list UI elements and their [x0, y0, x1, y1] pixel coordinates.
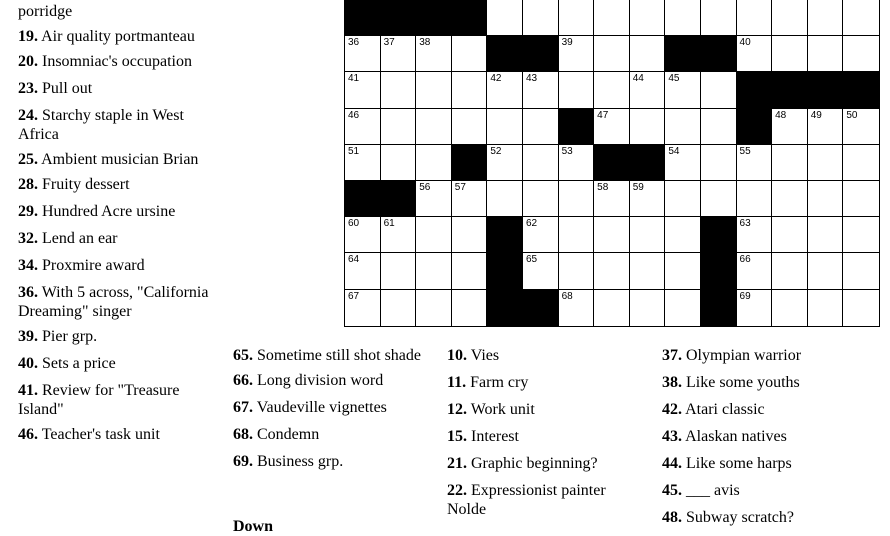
clue-text: Fruity dessert	[42, 176, 130, 193]
clue-text: Pier grp.	[42, 328, 98, 345]
clue-number: 38.	[662, 374, 682, 391]
grid-cell[interactable]	[808, 253, 844, 289]
grid-cell[interactable]	[665, 145, 701, 181]
clue-text: Interest	[471, 428, 519, 445]
grid-cell[interactable]	[808, 290, 844, 326]
clue-text: Business grp.	[257, 453, 344, 470]
grid-cell[interactable]	[843, 145, 879, 181]
clue-text: Sometime still shot shade	[257, 347, 421, 364]
clue-item	[18, 2, 218, 21]
clue-number: 28.	[18, 176, 38, 193]
clue-text: Ambient musician Brian	[41, 151, 199, 168]
grid-cell[interactable]	[381, 145, 417, 181]
clue-text: Farm cry	[470, 374, 529, 391]
crossword-grid	[344, 0, 880, 327]
clue-number: 69.	[233, 453, 253, 470]
grid-cell[interactable]	[345, 72, 381, 108]
grid-cell[interactable]	[381, 109, 417, 145]
grid-cell[interactable]	[559, 145, 595, 181]
grid-cell[interactable]	[381, 72, 417, 108]
grid-cell[interactable]	[843, 109, 879, 145]
grid-cell[interactable]	[523, 217, 559, 253]
grid-cell[interactable]	[416, 290, 452, 326]
clue-number: 37.	[662, 347, 682, 364]
across-clues-column-2	[233, 346, 433, 479]
down-clues-column-2	[662, 346, 882, 535]
grid-block	[487, 253, 523, 289]
cell-number: 53	[561, 145, 573, 157]
grid-cell[interactable]	[665, 253, 701, 289]
grid-cell[interactable]	[452, 109, 488, 145]
cell-number: 55	[739, 145, 751, 157]
grid-cell[interactable]	[772, 217, 808, 253]
grid-cell[interactable]	[772, 181, 808, 217]
clue-item	[233, 425, 433, 444]
grid-cell[interactable]	[594, 253, 630, 289]
grid-cell[interactable]	[701, 145, 737, 181]
grid-cell[interactable]	[808, 109, 844, 145]
clue-number: 29.	[18, 203, 38, 220]
grid-cell[interactable]	[772, 36, 808, 72]
clue-text: Long division word	[257, 372, 384, 389]
cell-number: 49	[810, 109, 822, 121]
grid-cell[interactable]	[630, 109, 666, 145]
grid-cell[interactable]	[737, 0, 773, 36]
grid-block	[843, 72, 879, 108]
grid-block	[737, 72, 773, 108]
clue-number: 15.	[447, 428, 467, 445]
grid-cell[interactable]	[345, 36, 381, 72]
grid-cell[interactable]	[737, 290, 773, 326]
clue-text: Subway scratch?	[686, 509, 794, 526]
cell-number: 56	[419, 181, 431, 193]
grid-cell[interactable]	[772, 0, 808, 36]
clue-number: 11.	[447, 374, 467, 391]
grid-block	[381, 181, 417, 217]
grid-cell[interactable]	[630, 217, 666, 253]
clue-item	[447, 427, 647, 446]
grid-cell[interactable]	[772, 253, 808, 289]
clue-item	[233, 452, 433, 471]
grid-cell[interactable]	[843, 253, 879, 289]
grid-cell[interactable]	[665, 72, 701, 108]
clue-number: 41.	[18, 382, 38, 399]
clue-text: Graphic beginning?	[471, 455, 598, 472]
cell-number: 40	[739, 37, 751, 49]
clue-item	[447, 400, 647, 419]
clue-text: ___ avis	[686, 482, 740, 499]
clue-number: 48.	[662, 509, 682, 526]
grid-cell[interactable]	[701, 0, 737, 36]
grid-block	[701, 217, 737, 253]
clue-number: 19.	[18, 28, 38, 45]
clue-item	[18, 106, 218, 144]
cell-number: 51	[348, 145, 360, 157]
grid-cell[interactable]	[665, 109, 701, 145]
grid-cell[interactable]	[559, 217, 595, 253]
clue-item	[18, 229, 218, 248]
grid-cell[interactable]	[594, 181, 630, 217]
grid-cell[interactable]	[630, 253, 666, 289]
clue-text: Teacher's task unit	[41, 426, 160, 443]
cell-number: 69	[739, 290, 751, 302]
clue-text: Olympian warrior	[686, 347, 802, 364]
grid-cell[interactable]	[452, 181, 488, 217]
cell-number: 64	[348, 254, 360, 266]
cell-number: 37	[383, 37, 395, 49]
down-heading: Down	[233, 518, 274, 535]
grid-block	[381, 0, 417, 36]
grid-block	[452, 145, 488, 181]
clue-number: 25.	[18, 151, 38, 168]
grid-cell[interactable]	[345, 217, 381, 253]
clue-text: With 5 across, "California Dreaming" singer	[18, 284, 209, 320]
grid-block	[487, 290, 523, 326]
grid-cell[interactable]	[594, 36, 630, 72]
clue-number: 68.	[233, 426, 253, 443]
cell-number: 50	[846, 109, 858, 121]
grid-cell[interactable]	[559, 36, 595, 72]
grid-cell[interactable]	[737, 181, 773, 217]
cell-number: 38	[419, 37, 431, 49]
grid-cell[interactable]	[487, 0, 523, 36]
cell-number: 39	[561, 37, 573, 49]
cell-number: 60	[348, 218, 360, 230]
clue-item	[18, 327, 218, 346]
grid-block	[345, 181, 381, 217]
clue-number: 67.	[233, 399, 253, 416]
grid-cell[interactable]	[416, 145, 452, 181]
grid-cell[interactable]	[452, 36, 488, 72]
clue-number: 65.	[233, 347, 253, 364]
clue-number: 39.	[18, 328, 38, 345]
grid-cell[interactable]	[772, 290, 808, 326]
grid-cell[interactable]	[523, 253, 559, 289]
cell-number: 48	[775, 109, 787, 121]
clue-item	[447, 454, 647, 473]
grid-cell[interactable]	[416, 253, 452, 289]
clue-number: 10.	[447, 347, 467, 364]
clue-text: Atari classic	[685, 401, 765, 418]
clue-item	[18, 283, 218, 321]
grid-cell[interactable]	[808, 181, 844, 217]
grid-block	[701, 253, 737, 289]
grid-cell[interactable]	[416, 109, 452, 145]
grid-cell[interactable]	[665, 290, 701, 326]
grid-block	[630, 145, 666, 181]
clue-item	[662, 481, 882, 500]
grid-cell[interactable]	[523, 145, 559, 181]
grid-block	[594, 145, 630, 181]
grid-cell[interactable]	[594, 109, 630, 145]
grid-cell[interactable]	[843, 36, 879, 72]
grid-block	[701, 36, 737, 72]
clue-item	[233, 346, 433, 365]
grid-cell[interactable]	[594, 217, 630, 253]
grid-cell[interactable]	[630, 72, 666, 108]
grid-cell[interactable]	[737, 253, 773, 289]
cell-number: 65	[525, 254, 538, 266]
clue-text: Insomniac's occupation	[42, 53, 192, 70]
grid-block	[701, 290, 737, 326]
clue-text: Lend an ear	[42, 230, 118, 247]
cell-number: 58	[597, 181, 609, 193]
cell-number: 47	[597, 109, 609, 121]
grid-cell[interactable]	[737, 36, 773, 72]
clue-number: 45.	[662, 482, 682, 499]
grid-cell[interactable]	[345, 253, 381, 289]
clue-text: porridge	[18, 3, 73, 20]
cell-number: 66	[739, 254, 751, 266]
grid-cell[interactable]	[737, 217, 773, 253]
grid-cell[interactable]	[808, 217, 844, 253]
grid-cell[interactable]	[665, 217, 701, 253]
clue-number: 23.	[18, 80, 38, 97]
clue-text: Vies	[470, 347, 500, 364]
clue-number: 46.	[18, 426, 38, 443]
cell-number: 63	[739, 218, 751, 230]
grid-block	[559, 109, 595, 145]
grid-cell[interactable]	[452, 217, 488, 253]
clue-item	[18, 27, 218, 46]
grid-cell[interactable]	[843, 290, 879, 326]
clue-item	[18, 79, 218, 98]
cell-number: 36	[348, 37, 360, 49]
grid-cell[interactable]	[523, 109, 559, 145]
grid-cell[interactable]	[630, 181, 666, 217]
cell-number: 41	[348, 73, 360, 85]
grid-cell[interactable]	[487, 109, 523, 145]
clue-item	[18, 52, 218, 71]
clue-number: 12.	[447, 401, 467, 418]
grid-cell[interactable]	[665, 0, 701, 36]
grid-cell[interactable]	[381, 253, 417, 289]
grid-cell[interactable]	[594, 0, 630, 36]
clue-text: Sets a price	[42, 355, 116, 372]
grid-cell[interactable]	[772, 145, 808, 181]
clue-number: 66.	[233, 372, 253, 389]
clue-text: Work unit	[470, 401, 535, 418]
cell-number: 46	[348, 109, 360, 121]
grid-cell[interactable]	[416, 181, 452, 217]
clue-number: 24.	[18, 107, 38, 124]
clue-text: Hundred Acre ursine	[42, 203, 176, 220]
clue-item	[18, 354, 218, 373]
across-clues-column-1	[18, 2, 218, 450]
grid-cell[interactable]	[594, 72, 630, 108]
clue-item	[18, 202, 218, 221]
grid-cell[interactable]	[701, 181, 737, 217]
grid-cell[interactable]	[594, 290, 630, 326]
cell-number: 43	[525, 73, 538, 85]
clue-item	[18, 175, 218, 194]
clue-item	[662, 400, 882, 419]
grid-block	[452, 0, 488, 36]
clue-item	[447, 481, 647, 519]
grid-cell[interactable]	[701, 72, 737, 108]
grid-block	[523, 290, 559, 326]
grid-cell[interactable]	[487, 145, 523, 181]
grid-cell[interactable]	[416, 217, 452, 253]
clue-text: Vaudeville vignettes	[256, 399, 387, 416]
grid-cell[interactable]	[487, 72, 523, 108]
clue-text: Like some harps	[686, 455, 792, 472]
grid-cell[interactable]	[416, 36, 452, 72]
grid-cell[interactable]	[630, 36, 666, 72]
clue-number: 42.	[662, 401, 682, 418]
clue-item	[233, 371, 433, 390]
clue-text: Alaskan natives	[685, 428, 787, 445]
clue-number: 36.	[18, 284, 38, 301]
grid-cell[interactable]	[452, 72, 488, 108]
grid-cell[interactable]	[701, 109, 737, 145]
clue-text: Expressionist painter Nolde	[447, 482, 606, 518]
clue-item	[662, 508, 882, 527]
grid-block	[416, 0, 452, 36]
grid-cell[interactable]	[345, 145, 381, 181]
grid-cell[interactable]	[843, 0, 879, 36]
clue-item	[662, 346, 882, 365]
clue-text: Proxmire award	[42, 257, 145, 274]
grid-cell[interactable]	[665, 181, 701, 217]
grid-block	[737, 109, 773, 145]
grid-block	[772, 72, 808, 108]
clue-item	[447, 373, 647, 392]
grid-block	[345, 0, 381, 36]
grid-cell[interactable]	[559, 181, 595, 217]
grid-cell[interactable]	[416, 72, 452, 108]
clue-number: 20.	[18, 53, 38, 70]
grid-cell[interactable]	[452, 290, 488, 326]
clue-item	[18, 256, 218, 275]
clue-number: 34.	[18, 257, 38, 274]
grid-block	[523, 36, 559, 72]
grid-cell[interactable]	[808, 145, 844, 181]
down-clues-column-1	[447, 346, 647, 527]
clue-text: Starchy staple in West Africa	[18, 107, 184, 143]
clue-text: Pull out	[42, 80, 93, 97]
grid-cell[interactable]	[630, 0, 666, 36]
grid-cell[interactable]	[808, 36, 844, 72]
clue-number: 22.	[447, 482, 467, 499]
cell-number: 42	[490, 73, 502, 85]
grid-block	[487, 36, 523, 72]
clue-item	[662, 454, 882, 473]
grid-cell[interactable]	[559, 0, 595, 36]
grid-cell[interactable]	[843, 217, 879, 253]
clue-item	[233, 398, 433, 417]
clue-item	[18, 150, 218, 169]
grid-cell[interactable]	[452, 253, 488, 289]
cell-number: 52	[490, 145, 502, 157]
cell-number: 67	[348, 290, 360, 302]
clue-number: 43.	[662, 428, 682, 445]
clue-number: 44.	[662, 455, 682, 472]
cell-number: 44	[632, 73, 644, 85]
grid-cell[interactable]	[559, 290, 595, 326]
grid-cell[interactable]	[381, 36, 417, 72]
cell-number: 68	[561, 290, 573, 302]
clue-item	[18, 425, 218, 444]
clue-item	[662, 373, 882, 392]
grid-cell[interactable]	[523, 181, 559, 217]
grid-cell[interactable]	[808, 0, 844, 36]
cell-number: 62	[525, 218, 538, 230]
grid-cell[interactable]	[523, 72, 559, 108]
grid-cell[interactable]	[559, 72, 595, 108]
cell-number: 57	[454, 181, 466, 193]
cell-number: 45	[668, 73, 680, 85]
grid-block	[665, 36, 701, 72]
clue-item	[662, 427, 882, 446]
cell-number: 54	[668, 145, 680, 157]
clue-text: Review for "Treasure Island"	[18, 382, 180, 418]
grid-cell[interactable]	[345, 290, 381, 326]
clue-item	[18, 381, 218, 419]
clue-number: 21.	[447, 455, 467, 472]
grid-cell[interactable]	[630, 290, 666, 326]
grid-cell[interactable]	[487, 181, 523, 217]
clue-text: Air quality portmanteau	[41, 28, 195, 45]
clue-text: Condemn	[257, 426, 320, 443]
grid-cell[interactable]	[523, 0, 559, 36]
clue-number: 32.	[18, 230, 38, 247]
grid-cell[interactable]	[345, 109, 381, 145]
grid-block	[808, 72, 844, 108]
grid-cell[interactable]	[559, 253, 595, 289]
grid-cell[interactable]	[772, 109, 808, 145]
cell-number: 61	[383, 218, 395, 230]
clue-item	[447, 346, 647, 365]
grid-block	[487, 217, 523, 253]
cell-number: 59	[632, 181, 644, 193]
grid-cell[interactable]	[843, 181, 879, 217]
grid-cell[interactable]	[737, 145, 773, 181]
grid-cell[interactable]	[381, 217, 417, 253]
clue-text: Like some youths	[686, 374, 800, 391]
grid-cell[interactable]	[381, 290, 417, 326]
clue-number: 40.	[18, 355, 38, 372]
